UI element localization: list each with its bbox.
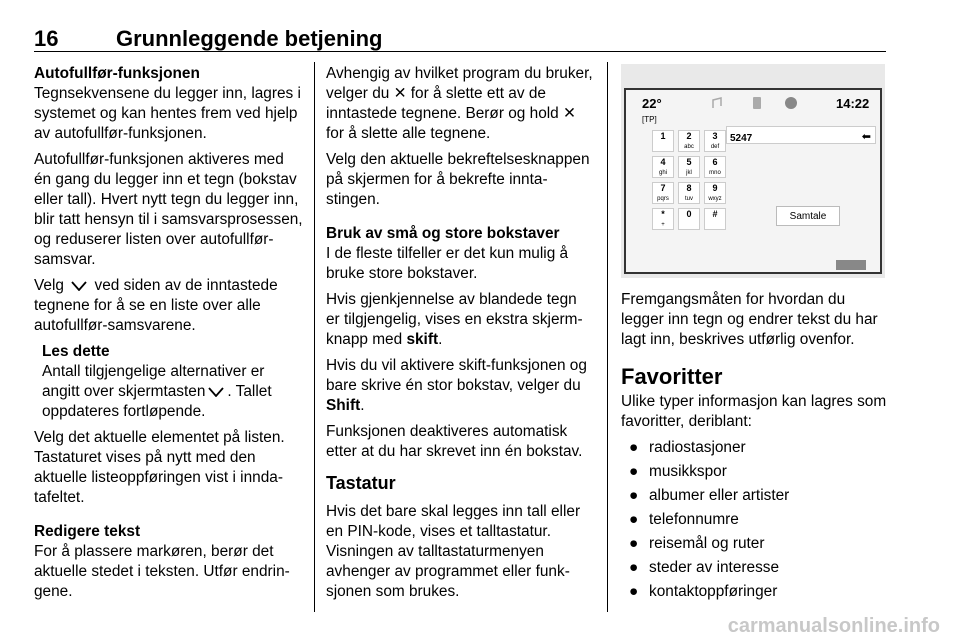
column-3	[621, 64, 889, 606]
heading-favorites: Favoritter	[621, 364, 723, 389]
keypad-key[interactable]: #	[704, 208, 726, 230]
page-title: Grunnleggende betjening	[116, 26, 383, 51]
para-uppercase: I de fleste tilfeller er det kun mulig å bruke store bokstaver.	[326, 245, 569, 282]
chevron-down-icon	[71, 281, 87, 291]
column-2	[326, 64, 594, 608]
keypad-key[interactable]: 6 mno	[704, 156, 726, 178]
list-item: ● musikkspor	[629, 463, 727, 480]
para-deactivate: Funksjonen deaktiveres automatisk etter at du har skrevet inn én bokstav.	[326, 423, 583, 460]
text-shift2-bold: Shift	[326, 397, 361, 414]
heading-autofill: Autofullfør-funksjonen	[34, 65, 200, 82]
heading-keyboard: Tastatur	[326, 473, 396, 493]
note-text-a: Antall tilgjengelige alternativer er angitt over skjermtasten	[42, 363, 265, 400]
list-item: ● telefonnumre	[629, 511, 739, 528]
text-shift-a: Hvis gjenkjennelse av blandede tegn er tilgjengelig, vises en ekstra skjermknapp med	[326, 291, 583, 348]
header-rule	[34, 51, 886, 52]
music-icon[interactable]	[710, 96, 724, 110]
list-item: ● kontaktoppføringer	[629, 583, 778, 600]
keypad-key[interactable]: 5 jkl	[678, 156, 700, 178]
phone-icon[interactable]	[752, 96, 762, 110]
temperature: 22°	[642, 96, 662, 111]
para-autofill-intro: Tegnsekvensene du legger inn, lagres i systemet og kan hentes frem ved hjelp av autofullfør-funksjonen.	[34, 85, 301, 142]
list-item: ● steder av interesse	[629, 559, 780, 576]
keypad-key[interactable]: 8 tuv	[678, 182, 700, 204]
para-favorites-intro: Ulike typer informasjon kan lagres som favoritter, deriblant:	[621, 393, 887, 430]
para-numpad: Hvis det bare skal legges inn tall eller en PIN-kode, vises et talltastatur. Visningen av talltastaturmenyen avhenger av programmet eller funksjonen som brukes.	[326, 503, 581, 600]
keypad-key[interactable]: * +	[652, 208, 674, 230]
note-text	[42, 362, 304, 422]
keypad-key[interactable]: 9 wxyz	[704, 182, 726, 204]
clock-time: 14:22	[836, 96, 870, 111]
column-1	[34, 64, 304, 608]
tp-indicator: [TP]	[642, 115, 657, 124]
list-item: ● radiostasjoner	[629, 439, 746, 456]
keypad-key[interactable]: 2 abc	[678, 130, 700, 152]
para-procedure: Fremgangsmåten for hvordan du legger inn tegn og endrer tekst du har lagt inn, beskrives utførlig ovenfor.	[621, 291, 878, 348]
note-title: Les dette	[42, 343, 110, 360]
chevron-up-icon[interactable]	[836, 260, 866, 270]
number-entry-field[interactable]	[726, 126, 876, 144]
chevron-down-icon	[208, 387, 224, 397]
para-select-item: Velg det aktuelle elementet på listen. Tastaturet vises på nytt med den aktuelle listeoppføringen vist i inndatafeltet.	[34, 429, 285, 506]
heading-case: Bruk av små og store bokstaver	[326, 225, 560, 242]
column-divider-2	[607, 62, 608, 612]
page-header	[34, 26, 886, 54]
watermark-url: carmanualsonline.info	[727, 615, 940, 637]
text-shift-b: .	[438, 331, 443, 348]
list-item: ● albumer eller artister	[629, 487, 790, 504]
column-divider-1	[314, 62, 315, 612]
para-edit-text: For å plassere markøren, berør det aktuelle stedet i teksten. Utfør endringene.	[34, 543, 290, 600]
list-item: ● reisemål og ruter	[629, 535, 765, 552]
infotainment-screen	[624, 88, 882, 274]
note-box	[42, 342, 304, 422]
text-shift-bold: skift	[406, 331, 439, 348]
keypad-key[interactable]: 7 pqrs	[652, 182, 674, 204]
text-select: Velg	[34, 277, 64, 294]
text-shift2-b: .	[360, 397, 365, 414]
app-icon[interactable]	[784, 96, 798, 110]
favorites-list	[621, 438, 889, 602]
note-text-b: . Tallet oppdateres fortløpende.	[42, 383, 272, 420]
keypad-key[interactable]: 1	[652, 130, 674, 152]
call-button[interactable]: Samtale	[776, 206, 840, 226]
text-select-rest: ved siden av de inntastede tegnene for å se en liste over alle autofullfør-samsvarene.	[34, 277, 278, 334]
para-delete: Avhengig av hvilket program du bruker, velger du ✕ for å slette ett av de inntastede tegnene. Berør og hold ✕ for å slette alle tegnene.	[326, 65, 593, 142]
backspace-icon[interactable]: ⬅	[861, 131, 871, 143]
text-shift2-a: Hvis du vil aktivere skift-funksjonen og bare skrive én stor bokstav, velger du	[326, 357, 587, 394]
entry-value: 5247	[730, 133, 753, 144]
para-shift-button	[326, 290, 594, 350]
keypad-key[interactable]: 4 ghi	[652, 156, 674, 178]
para-autofill-activate: Autofullfør-funksjonen aktiveres med én gang du legger inn et tegn (bokstav eller tall). Hvert nytt tegn du legger inn, blir tatt hensyn til i samsvarsprosessen, og reduserer listen over autofullfør-samsvar.	[34, 151, 303, 268]
para-select-chevron	[34, 276, 304, 336]
page-number: 16	[34, 26, 59, 51]
keypad-key[interactable]: 0	[678, 208, 700, 230]
keypad-key[interactable]: 3 def	[704, 130, 726, 152]
para-confirm: Velg den aktuelle bekreftelsesknappen på skjermen for å bekrefte inntastingen.	[326, 151, 590, 208]
heading-edit-text: Redigere tekst	[34, 523, 141, 540]
keypad-screenshot	[621, 64, 885, 278]
para-shift-activate	[326, 356, 594, 416]
